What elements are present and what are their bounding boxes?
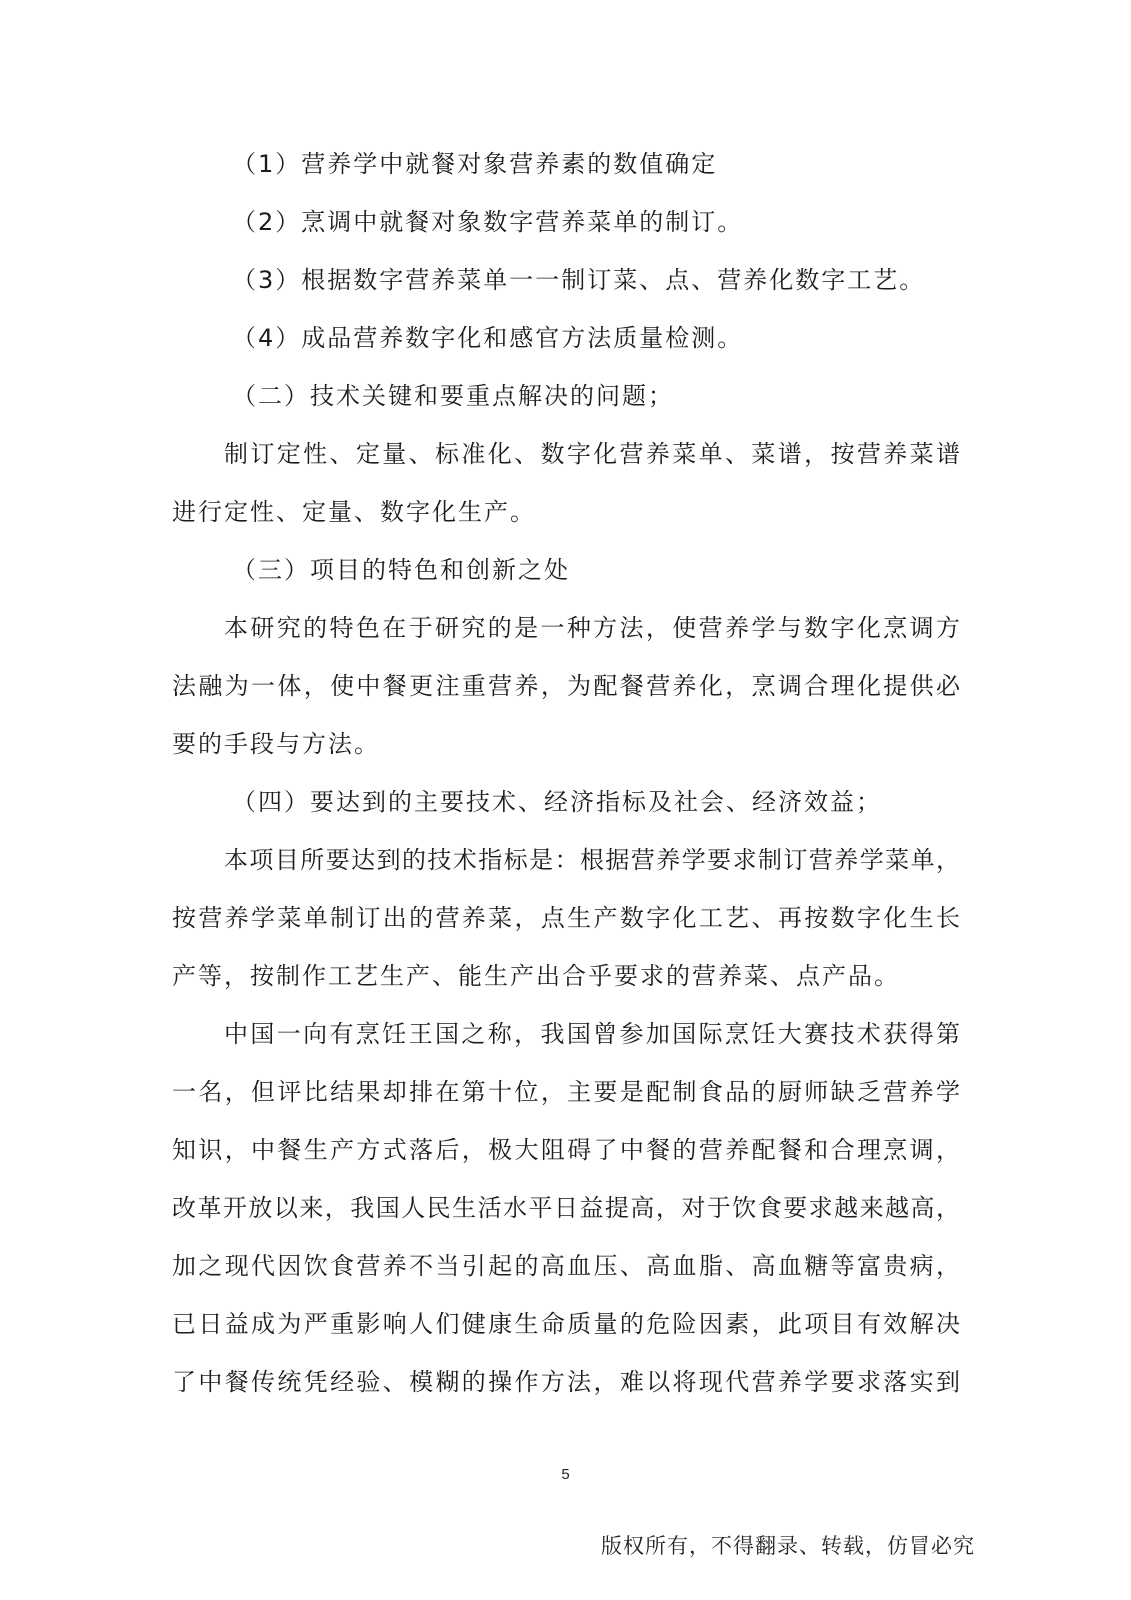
section-heading-2: （二）技术关键和要重点解决的问题； <box>232 382 674 410</box>
numbered-item-3: （3）根据数字营养菜单一一制订菜、点、营养化数字工艺。 <box>232 266 926 294</box>
copyright-notice: 版权所有，不得翻录、转载，仿冒必究 <box>601 1534 975 1558</box>
section-heading-4: （四）要达到的主要技术、经济指标及社会、经济效益； <box>232 788 882 816</box>
paragraph-line: 本项目所要达到的技术指标是：根据营养学要求制订营养学菜单， <box>224 846 960 874</box>
paragraph-line: 要的手段与方法。 <box>172 730 380 758</box>
paragraph-line: 产等，按制作工艺生产、能生产出合乎要求的营养菜、点产品。 <box>172 962 900 990</box>
paragraph-line: 进行定性、定量、数字化生产。 <box>172 498 536 526</box>
numbered-item-1: （1）营养学中就餐对象营养素的数值确定 <box>232 150 718 178</box>
section-heading-3: （三）项目的特色和创新之处 <box>232 556 570 584</box>
paragraph-line: 本研究的特色在于研究的是一种方法，使营养学与数字化烹调方 <box>224 614 960 642</box>
numbered-item-4: （4）成品营养数字化和感官方法质量检测。 <box>232 324 744 352</box>
paragraph-line: 制订定性、定量、标准化、数字化营养菜单、菜谱，按营养菜谱 <box>224 440 960 468</box>
paragraph-line: 法融为一体，使中餐更注重营养，为配餐营养化，烹调合理化提供必 <box>172 672 960 700</box>
paragraph-line: 加之现代因饮食营养不当引起的高血压、高血脂、高血糖等富贵病， <box>172 1252 960 1280</box>
numbered-item-2: （2）烹调中就餐对象数字营养菜单的制订。 <box>232 208 744 236</box>
paragraph-line: 了中餐传统凭经验、模糊的操作方法，难以将现代营养学要求落实到 <box>172 1368 960 1396</box>
paragraph-line: 中国一向有烹饪王国之称，我国曾参加国际烹饪大赛技术获得第 <box>224 1020 960 1048</box>
paragraph-line: 一名，但评比结果却排在第十位，主要是配制食品的厨师缺乏营养学 <box>172 1078 960 1106</box>
paragraph-line: 已日益成为严重影响人们健康生命质量的危险因素，此项目有效解决 <box>172 1310 960 1338</box>
page-number: 5 <box>561 1466 570 1483</box>
paragraph-line: 按营养学菜单制订出的营养菜，点生产数字化工艺、再按数字化生长 <box>172 904 960 932</box>
paragraph-line: 改革开放以来，我国人民生活水平日益提高，对于饮食要求越来越高， <box>172 1194 960 1222</box>
paragraph-line: 知识，中餐生产方式落后，极大阻碍了中餐的营养配餐和合理烹调， <box>172 1136 960 1164</box>
